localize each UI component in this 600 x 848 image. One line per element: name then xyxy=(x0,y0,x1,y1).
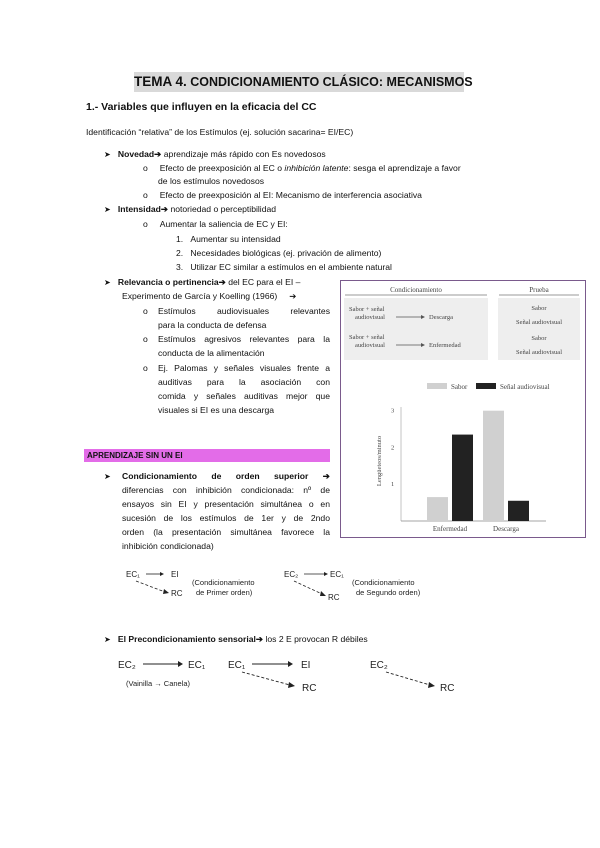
intensidad-list-1: 1. Aumentar su intensidad xyxy=(176,234,281,244)
section-bar: APRENDIZAJE SIN UN EI xyxy=(84,449,330,462)
svg-text:de Segundo orden): de Segundo orden) xyxy=(356,588,421,597)
page-title: TEMA 4. CONDICIONAMIENTO CLÁSICO: MECANISMOS xyxy=(134,72,464,92)
svg-text:de Primer orden): de Primer orden) xyxy=(196,588,253,597)
svg-text:EI: EI xyxy=(301,660,311,671)
legend-swatch xyxy=(476,383,496,389)
relevancia-bullet-2: Estímulos agresivos relevantes para la xyxy=(158,334,330,344)
relevancia-bullet-1: Estímulos audiovisuales relevantes xyxy=(158,306,330,316)
legend-swatch xyxy=(427,383,447,389)
bar xyxy=(452,435,473,521)
garcia-koelling-figure xyxy=(340,280,586,538)
relevancia-bullet-3: Ej. Palomas y señales visuales frente a xyxy=(158,363,330,373)
intro-text: Identificación “relativa” de los Estímulos (ej. solución sacarina= EI/EC) xyxy=(86,127,354,137)
svg-text:RC: RC xyxy=(302,683,317,694)
novedad-sub2: o Efecto de preexposición al EI: Mecanismo de interferencia asociativa xyxy=(143,190,422,200)
y-tick-label: 3 xyxy=(391,407,395,415)
relevancia-item: ➤ Relevancia o pertinencia➔ del EC para el EI – xyxy=(104,277,301,287)
arrow-bullet-icon: ➤ xyxy=(104,150,111,159)
svg-text:Sabor: Sabor xyxy=(531,335,547,342)
bar xyxy=(427,497,448,521)
svg-text:audiovisual: audiovisual xyxy=(355,314,385,321)
svg-text:(Condicionamiento: (Condicionamiento xyxy=(192,578,255,587)
arrow-bullet-icon: ➤ xyxy=(104,635,111,644)
svg-text:Sabor + señal: Sabor + señal xyxy=(349,334,385,341)
y-tick-label: 1 xyxy=(391,481,395,489)
orden-diagrams xyxy=(120,566,440,610)
svg-text:EC₂: EC₂ xyxy=(370,660,388,671)
svg-text:(Vainilla → Canela): (Vainilla → Canela) xyxy=(126,679,191,688)
legend-label: Señal audiovisual xyxy=(500,383,550,391)
orden-superior-item xyxy=(104,470,118,483)
svg-text:EC₁: EC₁ xyxy=(126,570,140,579)
svg-text:Señal audiovisual: Señal audiovisual xyxy=(515,349,563,356)
intensidad-sub: o Aumentar la saliencia de EC y EI: xyxy=(143,219,288,229)
bar xyxy=(483,411,504,521)
intensidad-item: ➤ Intensidad➔ notoriedad o perceptibilidad xyxy=(104,204,277,214)
svg-text:RC: RC xyxy=(328,593,340,602)
svg-text:Sabor: Sabor xyxy=(531,305,547,312)
arrow-bullet-icon: ➤ xyxy=(104,278,111,287)
novedad-sub1: o Efecto de preexposición al EC o inhibición latente: sesga el aprendizaje a favor xyxy=(143,163,461,173)
x-tick-label: Descarga xyxy=(493,525,519,533)
svg-text:Sabor + señal: Sabor + señal xyxy=(349,306,385,313)
section-heading: 1.- Variables que influyen en la eficacia del CC xyxy=(86,101,317,113)
svg-text:EC₁: EC₁ xyxy=(228,660,246,671)
svg-text:Condicionamiento: Condicionamiento xyxy=(390,286,442,294)
arrow-bullet-icon: ➤ xyxy=(104,205,111,214)
svg-text:EI: EI xyxy=(171,570,179,579)
arrow-bullet-icon: ➤ xyxy=(104,472,111,481)
svg-text:RC: RC xyxy=(171,589,183,598)
svg-text:Descarga: Descarga xyxy=(429,314,454,321)
svg-text:EC₂: EC₂ xyxy=(284,570,299,579)
svg-text:EC₁: EC₁ xyxy=(330,570,344,579)
svg-text:audiovisual: audiovisual xyxy=(355,342,385,349)
precond-item: ➤ El Precondicionamiento sensorial➔ los 2 E provocan R débiles xyxy=(104,634,368,644)
svg-text:Señal audiovisual: Señal audiovisual xyxy=(515,319,563,326)
x-tick-label: Enfermedad xyxy=(432,525,468,533)
svg-text:Enfermedad: Enfermedad xyxy=(429,342,461,349)
novedad-item: ➤ Novedad➔ aprendizaje más rápido con Es novedosos xyxy=(104,149,326,159)
bar xyxy=(508,501,529,521)
y-tick-label: 2 xyxy=(391,444,395,452)
intensidad-list-2: 2. Necesidades biológicas (ej. privación de alimento) xyxy=(176,248,382,258)
y-axis-label: Lengüeteos/minuto xyxy=(376,435,383,487)
svg-text:(Condicionamiento: (Condicionamiento xyxy=(352,578,415,587)
svg-text:EC₁: EC₁ xyxy=(188,660,206,671)
legend-label: Sabor xyxy=(451,383,468,391)
relevancia-line2: Experimento de García y Koelling (1966) ➔ xyxy=(122,291,297,301)
svg-text:Prueba: Prueba xyxy=(529,286,549,294)
novedad-sub1-cont: de los estímulos novedosos xyxy=(158,176,265,186)
figure-svg xyxy=(341,281,585,537)
intensidad-list-3: 3. Utilizar EC similar a estímulos en el ambiente natural xyxy=(176,262,392,272)
svg-text:RC: RC xyxy=(440,683,455,694)
precond-diagram xyxy=(110,654,470,698)
orden-superior-label: Condicionamiento de orden superior ➔ xyxy=(122,471,330,481)
svg-text:EC₂: EC₂ xyxy=(118,660,136,671)
